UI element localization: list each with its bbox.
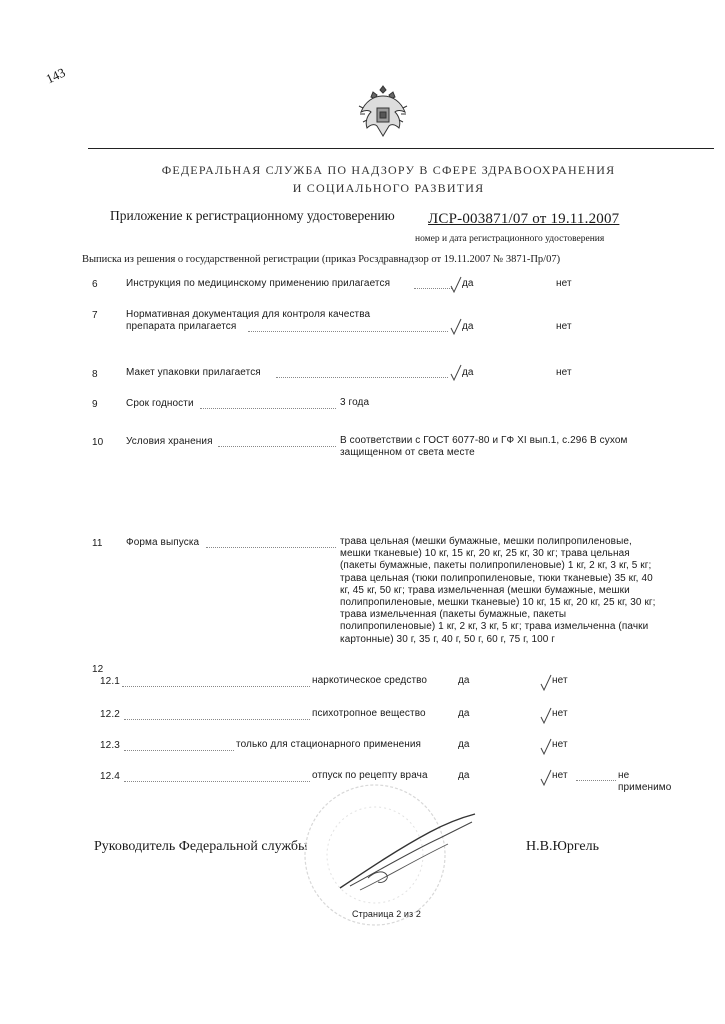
checkmark-icon: [540, 738, 552, 756]
page-indicator: Страница 2 из 2: [352, 909, 421, 919]
handwritten-signature: [330, 808, 480, 898]
row-label-line1: Нормативная документация для контроля качества: [126, 309, 371, 320]
signatory-name: Н.В.Юргель: [526, 839, 599, 854]
item-number: 12.4: [100, 771, 120, 782]
yes-label: да: [458, 739, 470, 750]
checkmark-icon: [540, 707, 552, 725]
signatory-position: Руководитель Федеральной службы: [94, 839, 308, 854]
agency-name-line1: ФЕДЕРАЛЬНАЯ СЛУЖБА ПО НАДЗОРУ В СФЕРЕ ЗДРАВООХРАНЕНИЯ: [161, 163, 616, 177]
no-label: нет: [552, 708, 568, 719]
item-label: только для стационарного применения: [236, 739, 422, 750]
registration-caption: номер и дата регистрационного удостоверения: [415, 234, 605, 244]
yes-label: да: [462, 367, 474, 378]
checkmark-icon: [450, 318, 462, 336]
row-label: Инструкция по медицинскому применению прилагается: [126, 278, 391, 289]
item-number: 12.1: [100, 676, 120, 687]
release-form-value: трава цельная (мешки бумажные, мешки полипропиленовые, мешки тканевые) 10 кг, 15 кг, 20 кг, 25 кг, 30 кг; трава цельная (пакеты бумажные, пакеты полипропиленовые) 1 кг, 2 кг, 3 кг, 5 кг; трава цельная (тюки полипропиленовые, тюки тканевые) 35 кг, 40 кг, 45 кг, 50 кг; трава измельченная (мешки бумажные, мешки полипропиленовые, мешки тканевые) 10 кг, 15 кг, 20 кг, 25 кг, 30 кг; трава измельченная (пакеты бумажные, пакеты полипропиленовые) 1 кг, 2 кг, 3 кг, 5 кг; трава измельченна (пачки картонные) 30 г, 35 г, 40 г, 50 г, 60 г, 75 г, 100 г: [340, 536, 656, 645]
row-label: Условия хранения: [126, 436, 213, 447]
row-label-line2: препарата прилагается: [126, 321, 237, 332]
storage-conditions-value: В соответствии с ГОСТ 6077-80 и ГФ XI вып.1, с.296 В сухом защищенном от света месте: [340, 435, 628, 459]
coat-of-arms-emblem: [355, 82, 411, 140]
item-number: 12.2: [100, 709, 120, 720]
agency-name-line2: И СОЦИАЛЬНОГО РАЗВИТИЯ: [292, 181, 485, 195]
checkmark-icon: [540, 674, 552, 692]
yes-label: да: [458, 675, 470, 686]
row-label: Форма выпуска: [126, 537, 200, 548]
section-number: 12: [92, 664, 104, 675]
row-number: 11: [92, 538, 103, 549]
yes-label: да: [462, 278, 474, 289]
appendix-title: Приложение к регистрационному удостоверению: [110, 208, 395, 223]
row-number: 6: [92, 279, 98, 290]
yes-label: да: [458, 708, 470, 719]
row-number: 10: [92, 437, 104, 448]
registration-extract: Выписка из решения о государственной регистрации (приказ Росздравнадзор от 19.11.2007 № 3871-Пр/07): [82, 254, 561, 265]
header-rule: [88, 148, 714, 149]
not-applicable-line2: применимо: [618, 782, 672, 793]
not-applicable-line1: не: [618, 770, 630, 781]
no-label: нет: [556, 367, 572, 378]
page-number-handwritten: 143: [43, 64, 68, 87]
row-label: Макет упаковки прилагается: [126, 367, 261, 378]
checkmark-icon: [450, 276, 462, 294]
no-label: нет: [552, 675, 568, 686]
row-number: 7: [92, 310, 98, 321]
yes-label: да: [462, 321, 474, 332]
no-label: нет: [556, 278, 572, 289]
item-number: 12.3: [100, 740, 120, 751]
row-number: 9: [92, 399, 98, 410]
row-label: Срок годности: [126, 398, 194, 409]
row-number: 8: [92, 369, 98, 380]
no-label: нет: [552, 739, 568, 750]
shelf-life-value: 3 года: [340, 397, 370, 408]
registration-number: ЛСР-003871/07 от 19.11.2007: [428, 211, 620, 227]
item-label: психотропное вещество: [312, 708, 426, 719]
item-label: отпуск по рецепту врача: [312, 770, 428, 781]
no-label: нет: [556, 321, 572, 332]
no-label: нет: [552, 770, 568, 781]
yes-label: да: [458, 770, 470, 781]
checkmark-icon: [450, 364, 462, 382]
checkmark-icon: [540, 769, 552, 787]
item-label: наркотическое средство: [312, 675, 428, 686]
